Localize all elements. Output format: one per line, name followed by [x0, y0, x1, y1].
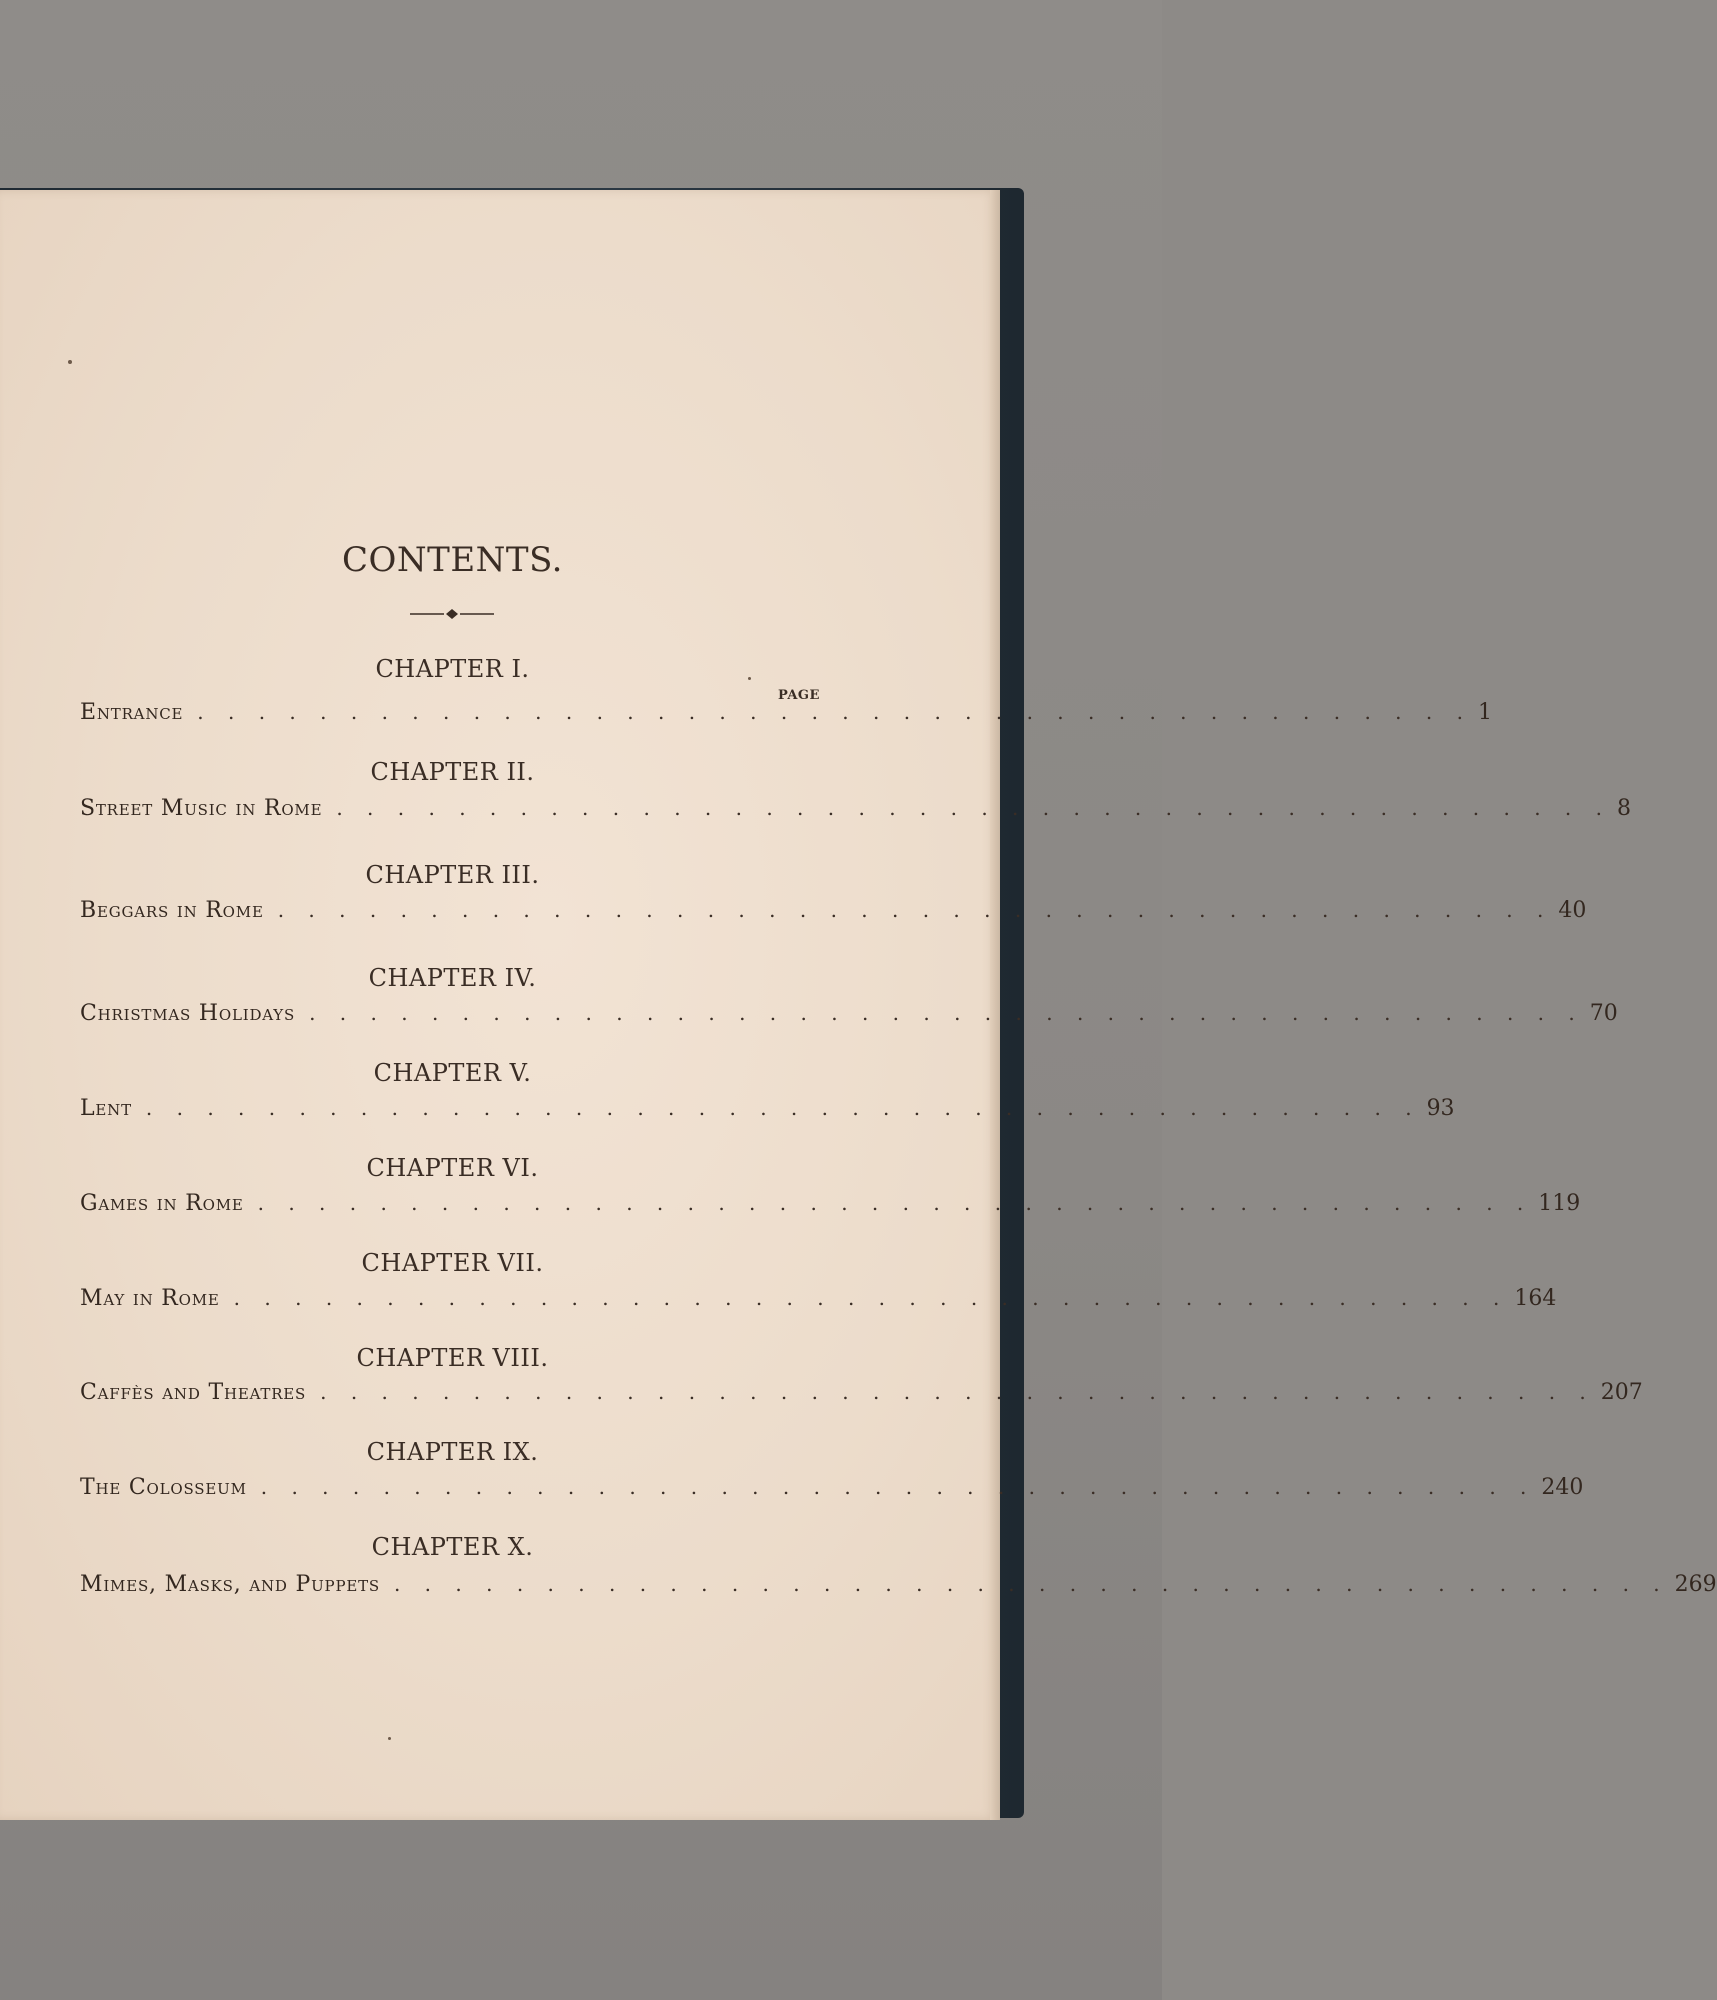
- dot-leader: . . . . . . . . . . . . . . . . . . . . . . . . . . . . . . . . . . . . . . . . . .: [277, 898, 1553, 922]
- dot-leader: . . . . . . . . . . . . . . . . . . . . . . . . . . . . . . . . . . . . . . . . . .: [320, 1380, 1595, 1404]
- chapter-heading: CHAPTER VI.: [366, 1154, 539, 1182]
- toc-entry: [80, 898, 1587, 928]
- entry-page-number: 8: [1617, 796, 1631, 821]
- entry-page-number: 93: [1426, 1096, 1455, 1121]
- dot-leader: . . . . . . . . . . . . . . . . . . . . . . . . . . . . . . . . . . . . . . . . . .: [309, 1001, 1584, 1025]
- entry-title: Christmas Holidays: [80, 1001, 296, 1026]
- dot-leader: . . . . . . . . . . . . . . . . . . . . . . . . . . . . . . . . . . . . . . . . . .: [233, 1286, 1509, 1310]
- dot-leader: . . . . . . . . . . . . . . . . . . . . . . . . . . . . . . . . . . . . . . . . . .: [393, 1572, 1669, 1596]
- dot-leader: . . . . . . . . . . . . . . . . . . . . . . . . . . . . . . . . . . . . . . . . . .: [145, 1096, 1421, 1120]
- entry-title: Mimes, Masks, and Puppets: [80, 1572, 380, 1597]
- chapter-heading: CHAPTER VIII.: [356, 1344, 549, 1372]
- toc-entry: [80, 1572, 1717, 1602]
- chapter-heading: CHAPTER IX.: [366, 1438, 539, 1466]
- page-title: CONTENTS.: [342, 540, 563, 580]
- entry-title: Beggars in Rome: [80, 898, 264, 923]
- chapter-heading: CHAPTER III.: [365, 861, 540, 889]
- dot-leader: . . . . . . . . . . . . . . . . . . . . . . . . . . . . . . . . . . . . . . . . . .: [257, 1191, 1533, 1215]
- chapter-heading: CHAPTER X.: [371, 1533, 534, 1561]
- entry-page-number: 40: [1558, 898, 1587, 923]
- toc-entry: [80, 796, 1631, 826]
- toc-entry: [80, 1191, 1581, 1221]
- entry-title: The Colosseum: [80, 1475, 247, 1500]
- chapter-heading: CHAPTER V.: [373, 1059, 532, 1087]
- toc-entry: [80, 1380, 1643, 1410]
- entry-title: May in Rome: [80, 1286, 220, 1311]
- page-column-label: PAGE: [778, 688, 820, 703]
- entry-title: Lent: [80, 1096, 132, 1121]
- toc-entry: [80, 1096, 1455, 1126]
- chapter-heading: CHAPTER IV.: [368, 964, 537, 992]
- entry-page-number: 1: [1477, 700, 1492, 725]
- toc-entry: [80, 1001, 1618, 1031]
- entry-page-number: 119: [1538, 1191, 1581, 1216]
- toc-entry: [80, 1286, 1557, 1316]
- entry-page-number: 269: [1674, 1572, 1717, 1597]
- dot-leader: . . . . . . . . . . . . . . . . . . . . . . . . . . . . . . . . . . . . . . . . . .: [197, 700, 1472, 724]
- entry-page-number: 207: [1600, 1380, 1643, 1405]
- entry-page-number: 164: [1514, 1286, 1557, 1311]
- dot-leader: . . . . . . . . . . . . . . . . . . . . . . . . . . . . . . . . . . . . . . . . . .: [336, 796, 1611, 820]
- chapter-heading: CHAPTER I.: [375, 655, 530, 683]
- entry-page-number: 70: [1589, 1001, 1618, 1026]
- toc-entry: [80, 1475, 1584, 1505]
- chapter-heading: CHAPTER II.: [370, 758, 535, 786]
- dot-leader: . . . . . . . . . . . . . . . . . . . . . . . . . . . . . . . . . . . . . . . . . .: [260, 1475, 1536, 1499]
- entry-page-number: 240: [1541, 1475, 1584, 1500]
- entry-title: Caffès and Theatres: [80, 1380, 307, 1405]
- entry-title: Entrance: [80, 700, 184, 725]
- chapter-heading: CHAPTER VII.: [361, 1249, 544, 1277]
- toc-entry: [80, 700, 1492, 730]
- entry-title: Games in Rome: [80, 1191, 244, 1216]
- entry-title: Street Music in Rome: [80, 796, 323, 821]
